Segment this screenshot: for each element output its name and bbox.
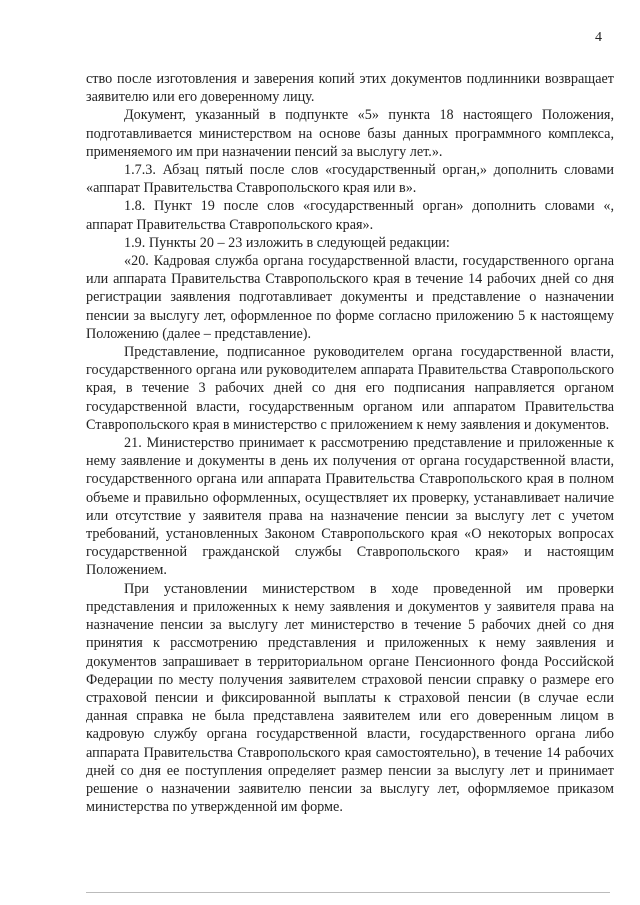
document-body — [86, 70, 614, 816]
paragraph: 1.9. Пункты 20 – 23 изложить в следующей редакции: — [124, 234, 450, 251]
paragraph: 1.8. Пункт 19 после слов «государственный орган» дополнить словами «, аппарат Правительства Ставропольского края». — [86, 198, 614, 233]
paragraph: При установлении министерством в ходе проведенной им проверки представления и приложенных к нему заявления и документов у заявителя права на назначение пенсии за выслугу лет министерство в течение 5 рабочих дней со дня принятия к рассмотрению представления и приложенных к нему заявления и документов запрашивает в территориальном органе Пенсионного фонда Российской Федерации по месту получения заявителем страховой пенсии справку о размере его страховой пенсии и фиксированной выплаты к страховой пенсии (в случае если данная справка не была представлена заявителем или его доверенным лицом в кадровую службу органа государственной власти, государственного органа либо аппарата Правительства Ставропольского края самостоятельно), в течение 14 рабочих дней со дня ее поступления определяет размер пенсии за выслугу лет и принимает решение о назначении заявителю пенсии за выслугу лет, оформляемое приказом министерства по утвержденной им форме. — [86, 580, 614, 816]
page-number: 4 — [595, 30, 602, 45]
paragraph: 21. Министерство принимает к рассмотрению представление и приложенные к нему заявление и документы в день их получения от органа государственной власти, государственного органа или аппарата Правительства Ставропольского края в полном объеме и правильно оформленных, осуществляет их проверку, устанавливает наличие или отсутствие у заявителя права на назначение пенсии за выслугу лет с учетом требований, установленных Законом Ставропольского края «О некоторых вопросах государственной гражданской службы Ставропольского края» и настоящим Положением. — [86, 435, 614, 579]
paragraph: ство после изготовления и заверения копий этих документов подлинники возвращает заявителю или его доверенному лицу. — [86, 71, 614, 106]
paragraph: Документ, указанный в подпункте «5» пункта 18 настоящего Положения, подготавливается министерством на основе базы данных программного комплекса, применяемого им при назначении пенсий за выслугу лет.». — [86, 107, 614, 160]
paragraph: «20. Кадровая служба органа государственной власти, государственного органа или аппарата Правительства Ставропольского края в течение 14 рабочих дней со дня регистрации заявления подготавливает документы и представление о назначении пенсии за выслугу лет, оформленное по форме согласно приложению 5 к настоящему Положению (далее – представление). — [86, 253, 614, 342]
paragraph: 1.7.3. Абзац пятый после слов «государственный орган,» дополнить словами «аппарат Правительства Ставропольского края или в». — [86, 162, 614, 197]
paragraph: Представление, подписанное руководителем органа государственной власти, государственного органа или руководителем аппарата Правительства Ставропольского края, в течение 3 рабочих дней со дня его подписания направляется органом государственной власти, государственным органом или аппаратом Правительства Ставропольского края в министерство с приложением к нему заявления и документов. — [86, 344, 614, 433]
scan-edge-line — [86, 892, 610, 893]
